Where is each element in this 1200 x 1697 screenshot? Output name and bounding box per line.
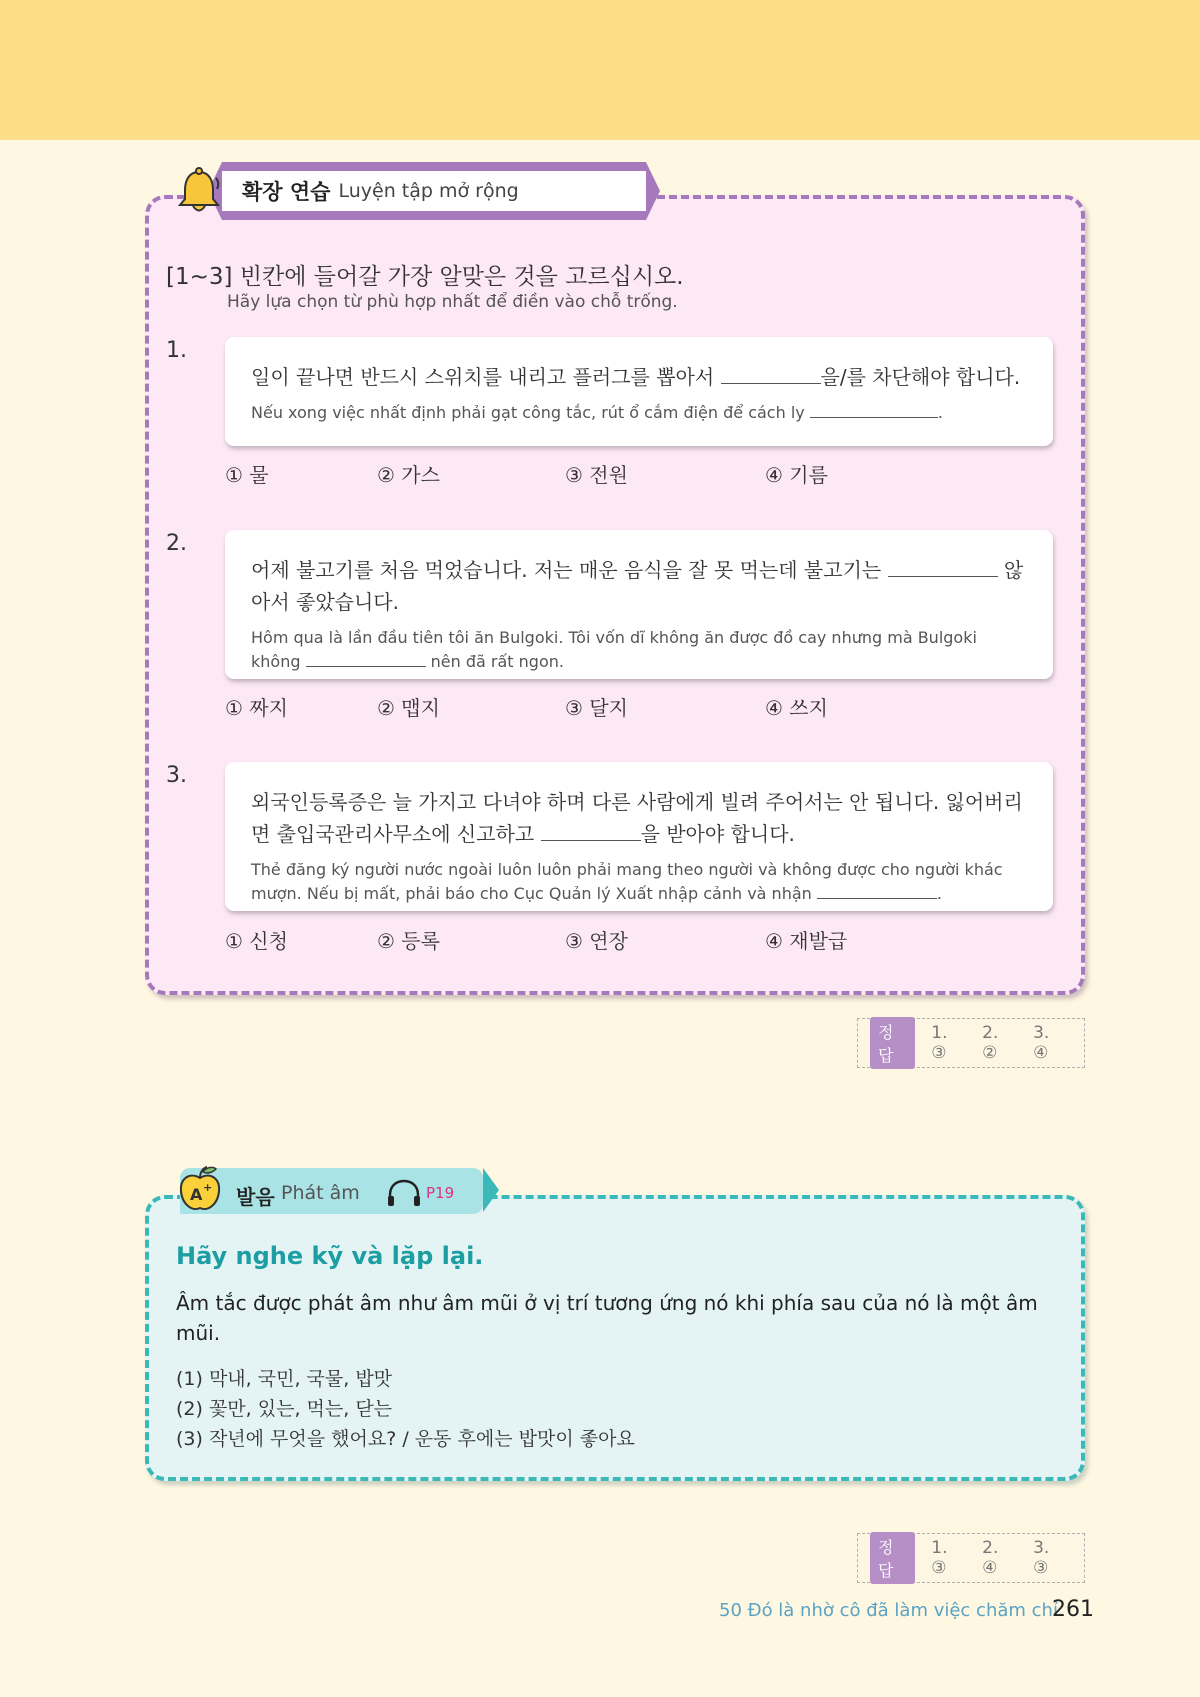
answer-label: 정답: [870, 1532, 915, 1584]
question-number: 1.: [166, 338, 187, 363]
pronunciation-title-vi: Phát âm: [281, 1182, 360, 1204]
answer-value: 2. ②: [982, 1023, 999, 1063]
pronunciation-title-ko: 발음: [236, 1185, 275, 1209]
svg-text:+: +: [203, 1181, 213, 1194]
question-card: [225, 337, 1053, 446]
answer-value: 3. ③: [1033, 1538, 1050, 1578]
option-1[interactable]: ① 물: [225, 463, 269, 487]
answer-blank: [810, 401, 938, 418]
option-1[interactable]: ① 짜지: [225, 696, 288, 720]
pronunciation-item: (3) 작년에 무엇을 했어요? / 운동 후에는 밥맛이 좋아요: [176, 1428, 635, 1450]
option-3[interactable]: ③ 달지: [565, 696, 628, 720]
options-row: [225, 925, 1045, 953]
pronunciation-item: (1) 막내, 국민, 국물, 밥맛: [176, 1368, 393, 1390]
audio-page-reference[interactable]: P19: [426, 1184, 455, 1202]
option-2[interactable]: ② 가스: [377, 463, 440, 487]
option-2[interactable]: ② 등록: [377, 929, 440, 953]
question-number: 3.: [166, 763, 187, 788]
question-text-vi: Hôm qua là lần đầu tiên tôi ăn Bulgoki. Tôi vốn dĩ không ăn được đồ cay nhưng mà Bulgoki không nên đã rất ngon.: [251, 628, 977, 671]
question-text-vi: Thẻ đăng ký người nước ngoài luôn luôn phải mang theo người và không được cho người khác mượn. Nếu bị mất, phải báo cho Cục Quản lý Xuất nhập cảnh và nhận .: [251, 860, 1003, 903]
question-card: [225, 762, 1053, 911]
option-3[interactable]: ③ 연장: [565, 929, 628, 953]
option-3[interactable]: ③ 전원: [565, 463, 628, 487]
answer-blank: [888, 560, 998, 577]
question-card: [225, 530, 1053, 679]
options-row: [225, 459, 1045, 487]
headphone-icon[interactable]: [386, 1178, 422, 1208]
instruction-vi: Hãy lựa chọn từ phù hợp nhất để điền vào chỗ trống.: [227, 292, 678, 312]
question-number: 2.: [166, 531, 187, 556]
question-text-ko: 일이 끝나면 반드시 스위치를 내리고 플러그를 뽑아서 을/를 차단해야 합니다.: [251, 365, 1021, 389]
option-1[interactable]: ① 신청: [225, 929, 288, 953]
practice-title-vi: Luyện tập mở rộng: [338, 180, 519, 202]
answer-key-pronunciation: [857, 1533, 1085, 1583]
option-4[interactable]: ④ 기름: [765, 463, 828, 487]
pronunciation-heading: Hãy nghe kỹ và lặp lại.: [176, 1242, 484, 1270]
answer-key-practice: [857, 1018, 1085, 1068]
answer-value: 1. ③: [931, 1538, 948, 1578]
answer-value: 1. ③: [931, 1023, 948, 1063]
practice-title-ko: 확장 연습: [242, 180, 331, 204]
svg-text:A: A: [190, 1185, 203, 1204]
answer-blank: [306, 650, 426, 667]
footer-lesson-title: 50 Đó là nhờ cô đã làm việc chăm chỉ.: [719, 1600, 1064, 1621]
answer-blank: [541, 824, 641, 841]
answer-value: 3. ④: [1033, 1023, 1050, 1063]
practice-title-tab: [222, 162, 646, 220]
top-color-band: [0, 0, 1200, 140]
question-text-vi: Nếu xong việc nhất định phải gạt công tắc, rút ổ cắm điện để cách ly .: [251, 403, 943, 422]
question-text-ko: 어제 불고기를 처음 먹었습니다. 저는 매운 음식을 잘 못 먹는데 불고기는 않아서 좋았습니다.: [251, 558, 1024, 614]
instruction-ko: [1~3] 빈칸에 들어갈 가장 알맞은 것을 고르십시오.: [166, 264, 684, 290]
option-4[interactable]: ④ 쓰지: [765, 696, 828, 720]
answer-blank: [721, 367, 821, 384]
pronunciation-item: (2) 꽃만, 있는, 먹는, 닫는: [176, 1398, 393, 1420]
answer-label: 정답: [870, 1017, 915, 1069]
bell-icon: [175, 166, 223, 216]
question-text-ko: 외국인등록증은 늘 가지고 다녀야 하며 다른 사람에게 빌려 주어서는 안 됩니다. 잃어버리면 출입국관리사무소에 신고하고 을 받아야 합니다.: [251, 790, 1023, 846]
answer-blank: [817, 882, 937, 899]
option-2[interactable]: ② 맵지: [377, 696, 440, 720]
options-row: [225, 692, 1045, 720]
answer-value: 2. ④: [982, 1538, 999, 1578]
pronunciation-description: Âm tắc được phát âm như âm mũi ở vị trí tương ứng nó khi phía sau của nó là một âm mũi.: [176, 1291, 1038, 1345]
option-4[interactable]: ④ 재발급: [765, 929, 848, 953]
page-number: 261: [1052, 1597, 1094, 1622]
apple-grade-icon: [176, 1164, 224, 1214]
